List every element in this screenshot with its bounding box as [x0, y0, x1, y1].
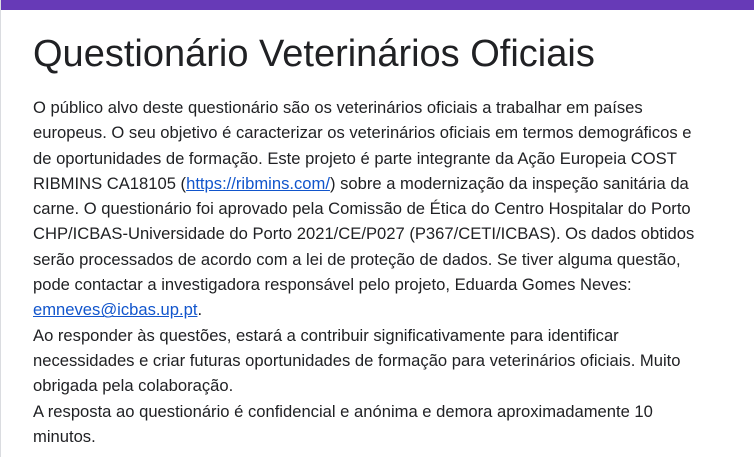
form-title: Questionário Veterinários Oficiais — [33, 33, 595, 75]
description-text: de oportunidades de formação. Este projeto é parte integrante da Ação Europeia COST — [33, 148, 677, 168]
description-line — [33, 120, 754, 145]
description-line — [33, 146, 754, 171]
theme-accent-bar — [1, 0, 754, 10]
description-text: minutos. — [33, 426, 96, 446]
description-line — [33, 221, 754, 246]
description-text: Ao responder às questões, estará a contribuir significativamente para identificar — [33, 325, 619, 345]
website-link[interactable]: https://ribmins.com/ — [186, 173, 330, 193]
description-line — [33, 399, 754, 424]
description-text: ) sobre a modernização da inspeção sanitária da — [329, 173, 689, 193]
form-description — [33, 95, 754, 449]
description-line — [33, 373, 754, 398]
description-line — [33, 95, 754, 120]
description-line — [33, 171, 754, 196]
description-line — [33, 348, 754, 373]
description-line — [33, 424, 754, 449]
description-text: CHP/ICBAS-Universidade do Porto 2021/CE/P027 (P367/CETI/ICBAS). Os dados obtidos — [33, 224, 695, 244]
description-line — [33, 323, 754, 348]
description-text: pode contactar a investigadora responsável pelo projeto, Eduarda Gomes Neves: — [33, 275, 632, 295]
description-line — [33, 297, 754, 322]
description-text: necessidades e criar futuras oportunidades de formação para veterinários oficiais. Muito — [33, 350, 681, 370]
description-text: obrigada pela colaboração. — [33, 376, 234, 396]
description-line — [33, 196, 754, 221]
description-text: carne. O questionário foi aprovado pela Comissão de Ética do Centro Hospitalar do Porto — [33, 199, 691, 219]
description-text: A resposta ao questionário é confidencial e anónima e demora aproximadamente 10 — [33, 401, 653, 421]
description-text: europeus. O seu objetivo é caracterizar os veterinários oficiais em termos demográficos e — [33, 123, 692, 143]
email-link[interactable]: emneves@icbas.up.pt — [33, 300, 198, 320]
description-text: RIBMINS CA18105 ( — [33, 173, 187, 193]
description-text: O público alvo deste questionário são os veterinários oficiais a trabalhar em países — [33, 98, 643, 117]
description-text: serão processados de acordo com a lei de proteção de dados. Se tiver alguma questão, — [33, 249, 681, 269]
description-text: . — [197, 300, 203, 320]
description-line — [33, 272, 754, 297]
description-line — [33, 247, 754, 272]
